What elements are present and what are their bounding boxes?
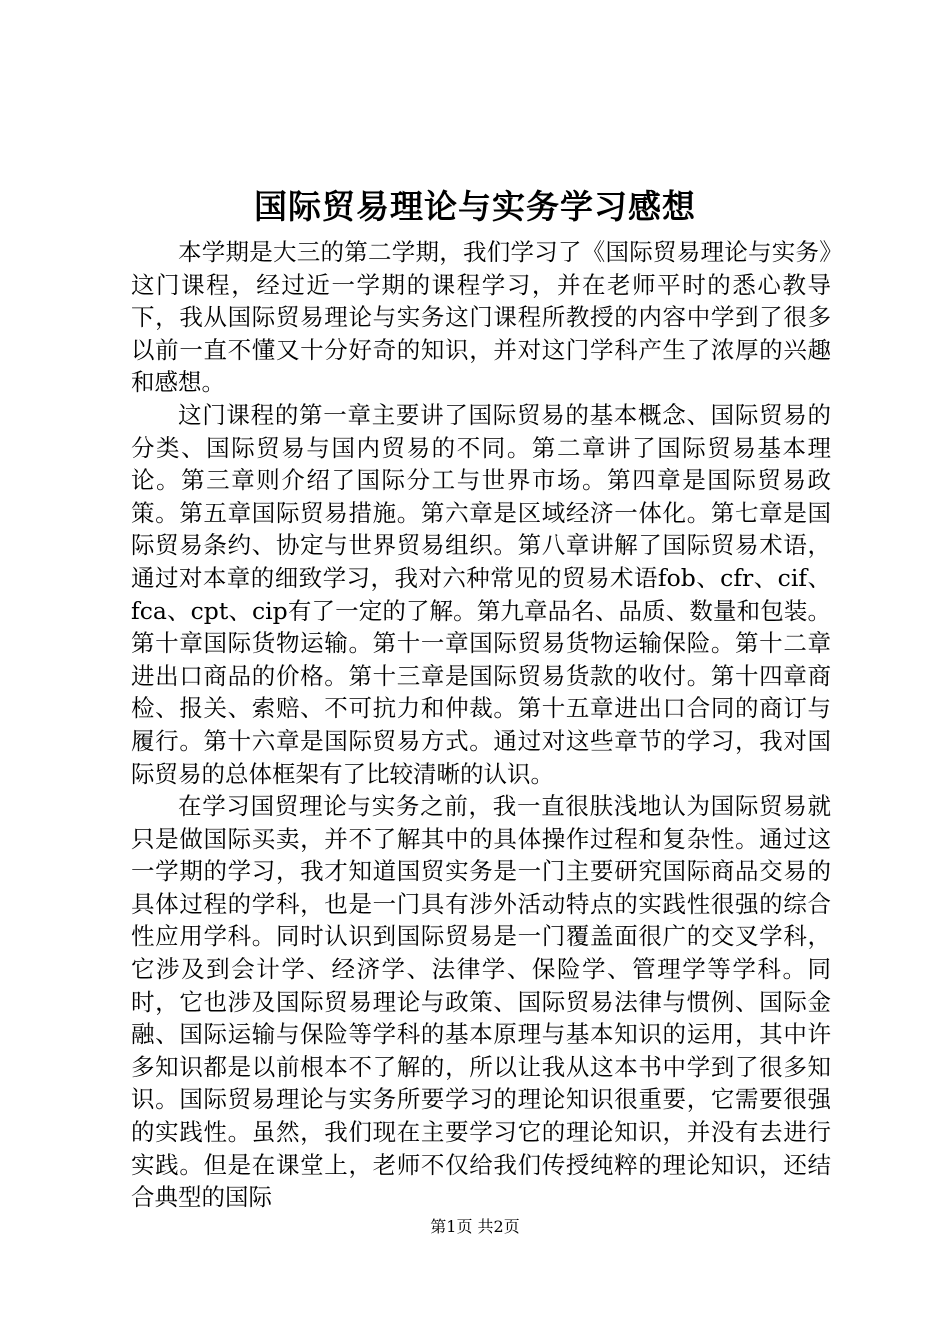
paragraph-2: 这门课程的第一章主要讲了国际贸易的基本概念、国际贸易的分类、国际贸易与国内贸易的不同。第二章讲了国际贸易基本理论。第三章则介绍了国际分工与世界市场。第四章是国际贸易政策。第五章国际贸易措施。第六章是区域经济一体化。第七章是国际贸易条约、协定与世界贸易组织。第八章讲解了国际贸易术语，通过对本章的细致学习，我对六种常见的贸易术语fob、cfr、cif、fca、cpt、cip有了一定的了解。第九章品名、品质、数量和包装。第十章国际货物运输。第十一章国际贸易货物运输保险。第十二章进出口商品的价格。第十三章是国际贸易货款的收付。第十四章商检、报关、索赔、不可抗力和仲裁。第十五章进出口合同的商订与履行。第十六章是国际贸易方式。通过对这些章节的学习，我对国际贸易的总体框架有了比较清晰的认识。: [131, 400, 831, 788]
document-body: [131, 236, 831, 1214]
paragraph-1: 本学期是大三的第二学期，我们学习了《国际贸易理论与实务》这门课程，经过近一学期的课程学习，并在老师平时的悉心教导下，我从国际贸易理论与实务这门课程所教授的内容中学到了很多以前一直不懂又十分好奇的知识，并对这门学科产生了浓厚的兴趣和感想。: [131, 238, 831, 397]
document-title: 国际贸易理论与实务学习感想: [254, 187, 696, 226]
page-number-footer: 第1页 共2页: [430, 1217, 520, 1236]
paragraph-3: 在学习国贸理论与实务之前，我一直很肤浅地认为国际贸易就只是做国际买卖，并不了解其中的具体操作过程和复杂性。通过这一学期的学习，我才知道国贸实务是一门主要研究国际商品交易的具体过程的学科，也是一门具有涉外活动特点的实践性很强的综合性应用学科。同时认识到国际贸易是一门覆盖面很广的交叉学科，它涉及到会计学、经济学、法律学、保险学、管理学等学科。同时，它也涉及国际贸易理论与政策、国际贸易法律与惯例、国际金融、国际运输与保险等学科的基本原理与基本知识的运用，其中许多知识都是以前根本不了解的，所以让我从这本书中学到了很多知识。国际贸易理论与实务所要学习的理论知识很重要，它需要很强的实践性。虽然，我们现在主要学习它的理论知识，并没有去进行实践。但是在课堂上，老师不仅给我们传授纯粹的理论知识，还结合典型的国际: [131, 792, 831, 1212]
